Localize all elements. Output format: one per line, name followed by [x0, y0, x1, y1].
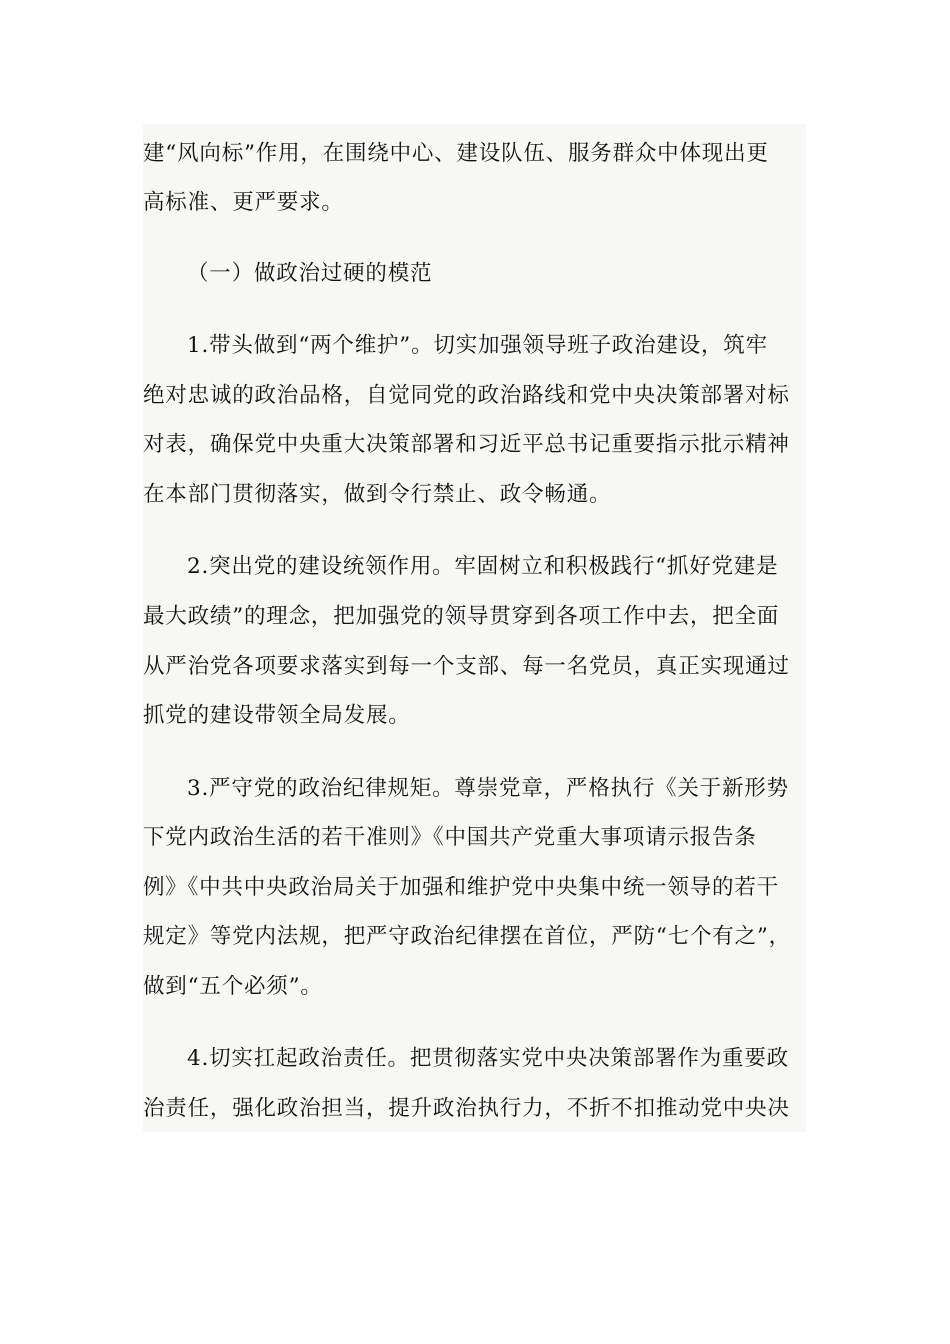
- section-heading: （一）做政治过硬的模范: [187, 261, 433, 286]
- paragraph-line: 抓党的建设带领全局发展。: [143, 703, 411, 728]
- paragraph-line: 1.带头做到“两个维护”。切实加强领导班子政治建设，筑牢: [187, 333, 768, 358]
- paragraph-line: 最大政绩”的理念，把加强党的领导贯穿到各项工作中去，把全面: [143, 604, 780, 629]
- paragraph-line: 治责任，强化政治担当，提升政治执行力，不折不扣推动党中央决: [143, 1096, 790, 1121]
- paragraph-line: 对表，确保党中央重大决策部署和习近平总书记重要指示批示精神: [143, 432, 790, 457]
- paragraph-line: 下党内政治生活的若干准则》《中国共产党重大事项请示报告条: [143, 825, 757, 850]
- paragraph-line: 在本部门贯彻落实，做到令行禁止、政令畅通。: [143, 482, 612, 507]
- paragraph-line: 3.严守党的政治纪律规矩。尊崇党章，严格执行《关于新形势: [187, 776, 789, 801]
- paragraph-line: 绝对忠诚的政治品格，自觉同党的政治路线和党中央决策部署对标: [143, 383, 790, 408]
- paragraph-line: 建“风向标”作用，在围绕中心、建设队伍、服务群众中体现出更: [143, 141, 769, 166]
- paragraph-line: 4.切实扛起政治责任。把贯彻落实党中央决策部署作为重要政: [187, 1046, 789, 1071]
- paragraph-line: 规定》等党内法规，把严守政治纪律摆在首位，严防“七个有之”，: [143, 924, 791, 949]
- paragraph-line: 高标准、更严要求。: [143, 190, 344, 215]
- paragraph-line: 2.突出党的建设统领作用。牢固树立和积极践行“抓好党建是: [187, 554, 779, 579]
- paragraph-line: 从严治党各项要求落实到每一个支部、每一名党员，真正实现通过: [143, 654, 790, 679]
- paragraph-line: 做到“五个必须”。: [143, 974, 323, 999]
- paragraph-line: 例》《中共中央政治局关于加强和维护党中央集中统一领导的若干: [143, 875, 779, 900]
